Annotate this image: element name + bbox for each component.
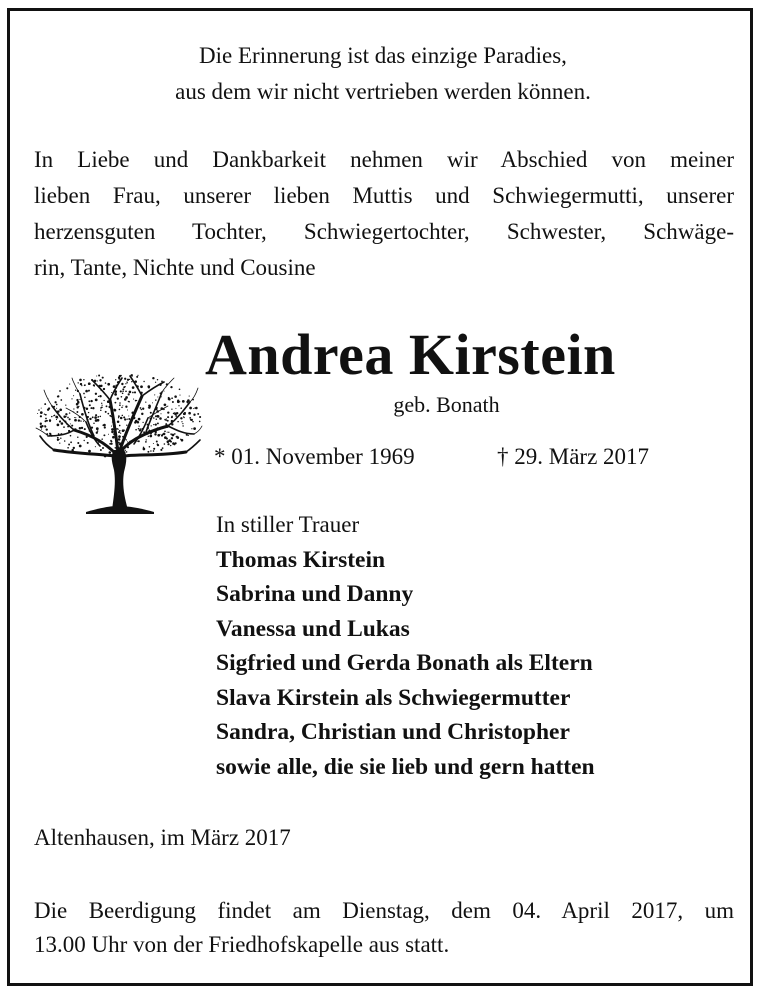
funeral-line: 13.00 Uhr von der Friedhofskapelle aus statt. — [34, 932, 450, 957]
tree-leaf — [153, 450, 155, 452]
tree-leaf — [139, 429, 141, 431]
tree-leaf — [170, 441, 172, 443]
birth-date: * 01. November 1969 — [214, 444, 415, 469]
tree-leaf — [49, 433, 50, 434]
tree-leaf — [46, 428, 48, 430]
tree-leaf — [155, 382, 156, 383]
tree-leaf — [116, 428, 118, 430]
mourner-name: Thomas Kirstein — [216, 546, 386, 573]
tree-leaf — [79, 379, 82, 382]
birth-name: geb. Bonath — [393, 392, 500, 417]
mourner-name: Slava Kirstein als Schwiegermutter — [216, 684, 571, 711]
tree-leaf — [88, 382, 91, 385]
tree-leaf — [124, 378, 126, 380]
tree-leaf — [98, 375, 100, 377]
tree-leaf — [87, 442, 89, 444]
tree-leaf — [60, 437, 61, 438]
tree-leaf — [160, 449, 162, 451]
tree-leaf — [187, 435, 188, 436]
tree-leaf — [100, 449, 102, 451]
tree-leaf — [112, 436, 115, 439]
tree-leaf — [150, 450, 152, 452]
tree-leaf — [151, 425, 152, 426]
tree-leaf — [67, 447, 69, 449]
tree-leaf — [138, 425, 139, 426]
tree-leaf — [149, 435, 152, 438]
intro-line: lieben Frau, unserer lieben Muttis und Schwiegermutti, unserer — [34, 183, 734, 208]
tree-leaf — [126, 425, 127, 426]
tree-leaf — [80, 383, 82, 385]
tree-leaf — [110, 441, 112, 443]
tree-leaf — [41, 428, 42, 429]
tree-leaf — [182, 423, 183, 424]
tree-leaf — [83, 421, 84, 422]
tree-leaf — [102, 377, 104, 379]
tree-leaf — [174, 443, 176, 445]
tree-leaf — [143, 447, 144, 448]
tree-leaf — [166, 438, 168, 440]
tree-leaf — [168, 432, 169, 433]
intro-line: herzensguten Tochter, Schwiegertochter, Schwester, Schwäge- — [34, 219, 734, 244]
tree-leaf — [101, 438, 103, 440]
tree-leaf — [77, 437, 78, 438]
tree-leaf — [192, 421, 194, 423]
tree-leaf — [170, 386, 172, 388]
tree-leaf — [161, 434, 163, 436]
tree-leaf — [93, 384, 95, 386]
tree-leaf — [193, 427, 196, 430]
tree-leaf — [153, 424, 154, 425]
mourner-name: Sabrina und Danny — [216, 581, 414, 607]
tree-leaf — [140, 385, 143, 388]
tree-leaf — [61, 422, 64, 425]
tree-leaf — [119, 425, 121, 427]
tree-leaf — [97, 380, 98, 381]
tree-leaf — [84, 428, 86, 430]
tree-leaf — [97, 430, 99, 432]
tree-leaf — [80, 420, 81, 421]
tree-leaf — [44, 425, 45, 426]
tree-leaf — [172, 434, 175, 437]
tree-leaf — [149, 446, 151, 448]
tree-leaf — [41, 425, 43, 427]
tree-leaf — [70, 435, 72, 437]
tree-leaf — [122, 429, 125, 432]
tree-leaf — [157, 443, 159, 445]
tree-leaf — [131, 374, 133, 376]
tree-leaf — [83, 379, 84, 380]
tree-leaf — [142, 422, 143, 423]
mourner-name: Sigfried und Gerda Bonath als Eltern — [216, 650, 593, 676]
tree-leaf — [46, 420, 48, 422]
tree-leaf — [132, 386, 135, 389]
tree-leaf — [120, 432, 121, 433]
tree-leaf — [119, 375, 121, 377]
tree-leaf — [145, 441, 147, 443]
tree-leaf — [109, 451, 112, 454]
deceased-name: Andrea Kirstein — [205, 322, 616, 387]
tree-leaf — [118, 438, 121, 441]
mourning-label: In stiller Trauer — [216, 512, 360, 537]
tree-leaf — [165, 423, 167, 425]
tree-leaf — [63, 426, 65, 428]
tree-leaf — [79, 427, 81, 429]
tree-leaf — [135, 429, 137, 431]
tree-leaf — [138, 440, 140, 442]
tree-leaf — [181, 439, 184, 442]
tree-leaf — [64, 440, 65, 442]
tree-leaf — [143, 381, 144, 382]
tree-leaf — [171, 437, 173, 439]
death-date: † 29. März 2017 — [497, 444, 650, 469]
tree-leaf — [70, 423, 71, 424]
tree-leaf — [69, 384, 70, 385]
tree-leaf — [102, 424, 104, 426]
tree-leaf — [126, 439, 127, 440]
tree-leaf — [163, 433, 166, 436]
funeral-line: Die Beerdigung findet am Dienstag, dem 04. April 2017, um — [34, 898, 734, 923]
tree-leaf — [77, 382, 78, 383]
tree-leaf — [81, 427, 83, 429]
tree-leaf — [77, 442, 79, 444]
tree-leaf — [57, 424, 60, 427]
tree-leaf — [136, 376, 138, 378]
tree-leaf — [167, 432, 168, 433]
tree-leaf — [162, 447, 164, 449]
tree-leaf — [138, 428, 140, 430]
tree-leaf — [84, 440, 85, 441]
tree-leaf — [154, 433, 156, 435]
tree-leaf — [126, 381, 127, 382]
tree-leaf — [167, 420, 169, 422]
tree-leaf — [121, 383, 123, 385]
tree-leaf — [103, 434, 105, 436]
tree-leaf — [115, 379, 116, 380]
tree-leaf — [164, 430, 166, 432]
tree-leaf — [126, 451, 128, 453]
tree-leaf — [182, 425, 183, 426]
tree-leaf — [131, 381, 132, 382]
tree-leaf — [156, 441, 158, 443]
tree-leaf — [147, 385, 150, 388]
tree-leaf — [79, 445, 82, 448]
tree-leaf — [191, 428, 192, 429]
mourner-name: Vanessa und Lukas — [216, 615, 410, 642]
tree-leaf — [153, 443, 154, 444]
tree-leaf — [199, 421, 201, 423]
tree-leaf — [96, 432, 98, 434]
tree-leaf — [177, 421, 179, 423]
place-and-date: Altenhausen, im März 2017 — [34, 825, 291, 850]
motto-line: aus dem wir nicht vertrieben werden können. — [175, 79, 591, 104]
tree-leaf — [148, 436, 149, 437]
tree-leaf — [102, 447, 104, 449]
tree-leaf — [95, 446, 96, 447]
tree-leaf — [68, 444, 70, 446]
motto-line: Die Erinnerung ist das einzige Paradies, — [199, 43, 567, 68]
intro-line: rin, Tante, Nichte und Cousine — [34, 255, 316, 280]
tree-leaf — [147, 451, 149, 453]
mourner-name: sowie alle, die sie lieb und gern hatten — [216, 753, 595, 780]
tree-leaf — [143, 448, 146, 451]
tree-leaf — [93, 423, 95, 425]
tree-leaf — [84, 384, 86, 386]
intro-line: In Liebe und Dankbarkeit nehmen wir Abschied von meiner — [34, 147, 734, 172]
tree-leaf — [107, 383, 110, 386]
tree-leaf — [108, 434, 109, 435]
tree-leaf — [176, 436, 179, 439]
tree-leaf — [96, 427, 99, 430]
mourners-block — [216, 508, 595, 784]
tree-leaf — [137, 421, 140, 424]
tree-leaf — [160, 434, 161, 435]
tree-leaf — [125, 450, 126, 451]
mourner-name: Sandra, Christian und Christopher — [216, 719, 570, 745]
tree-leaf — [129, 379, 130, 380]
tree-leaf — [71, 425, 73, 427]
funeral-notice — [34, 894, 734, 962]
tree-leaf — [119, 430, 121, 432]
tree-leaf — [167, 443, 169, 445]
tree-leaf — [59, 420, 61, 422]
tree-leaf — [111, 426, 112, 427]
tree-leaf — [104, 426, 106, 428]
tree-leaf — [73, 447, 75, 449]
tree-leaf — [155, 424, 157, 426]
tree-leaf — [96, 376, 97, 377]
life-dates — [214, 440, 650, 474]
tree-leaf — [111, 431, 114, 434]
tree-leaf — [181, 421, 182, 422]
motto-quote — [0, 38, 766, 110]
tree-leaf — [59, 443, 60, 444]
tree-leaf — [88, 450, 91, 453]
tree-leaf — [174, 433, 176, 435]
tree-leaf — [127, 441, 128, 442]
tree-leaf — [127, 379, 129, 381]
tree-leaf — [132, 376, 133, 377]
tree-leaf — [157, 379, 158, 380]
tree-leaf — [152, 377, 154, 379]
tree-leaf — [110, 443, 112, 445]
tree-leaf — [70, 441, 72, 443]
tree-leaf — [113, 385, 116, 388]
tree-leaf — [117, 421, 120, 424]
tree-leaf — [99, 379, 101, 381]
tree-leaf — [115, 447, 117, 449]
tree-leaf — [164, 443, 166, 445]
tree-leaf — [170, 445, 171, 446]
tree-leaf — [125, 383, 126, 384]
tree-leaf — [57, 439, 59, 441]
intro-paragraph — [34, 142, 734, 286]
tree-leaf — [105, 382, 106, 383]
tree-leaf — [123, 386, 125, 388]
tree-leaf — [118, 435, 121, 438]
tree-leaf — [157, 422, 159, 424]
tree-leaf — [57, 437, 59, 439]
tree-leaf — [137, 375, 138, 376]
tree-leaf — [153, 448, 155, 450]
tree-leaf — [40, 423, 42, 425]
tree-leaf — [146, 439, 147, 440]
tree-leaf — [118, 431, 120, 433]
tree-leaf — [111, 428, 114, 431]
